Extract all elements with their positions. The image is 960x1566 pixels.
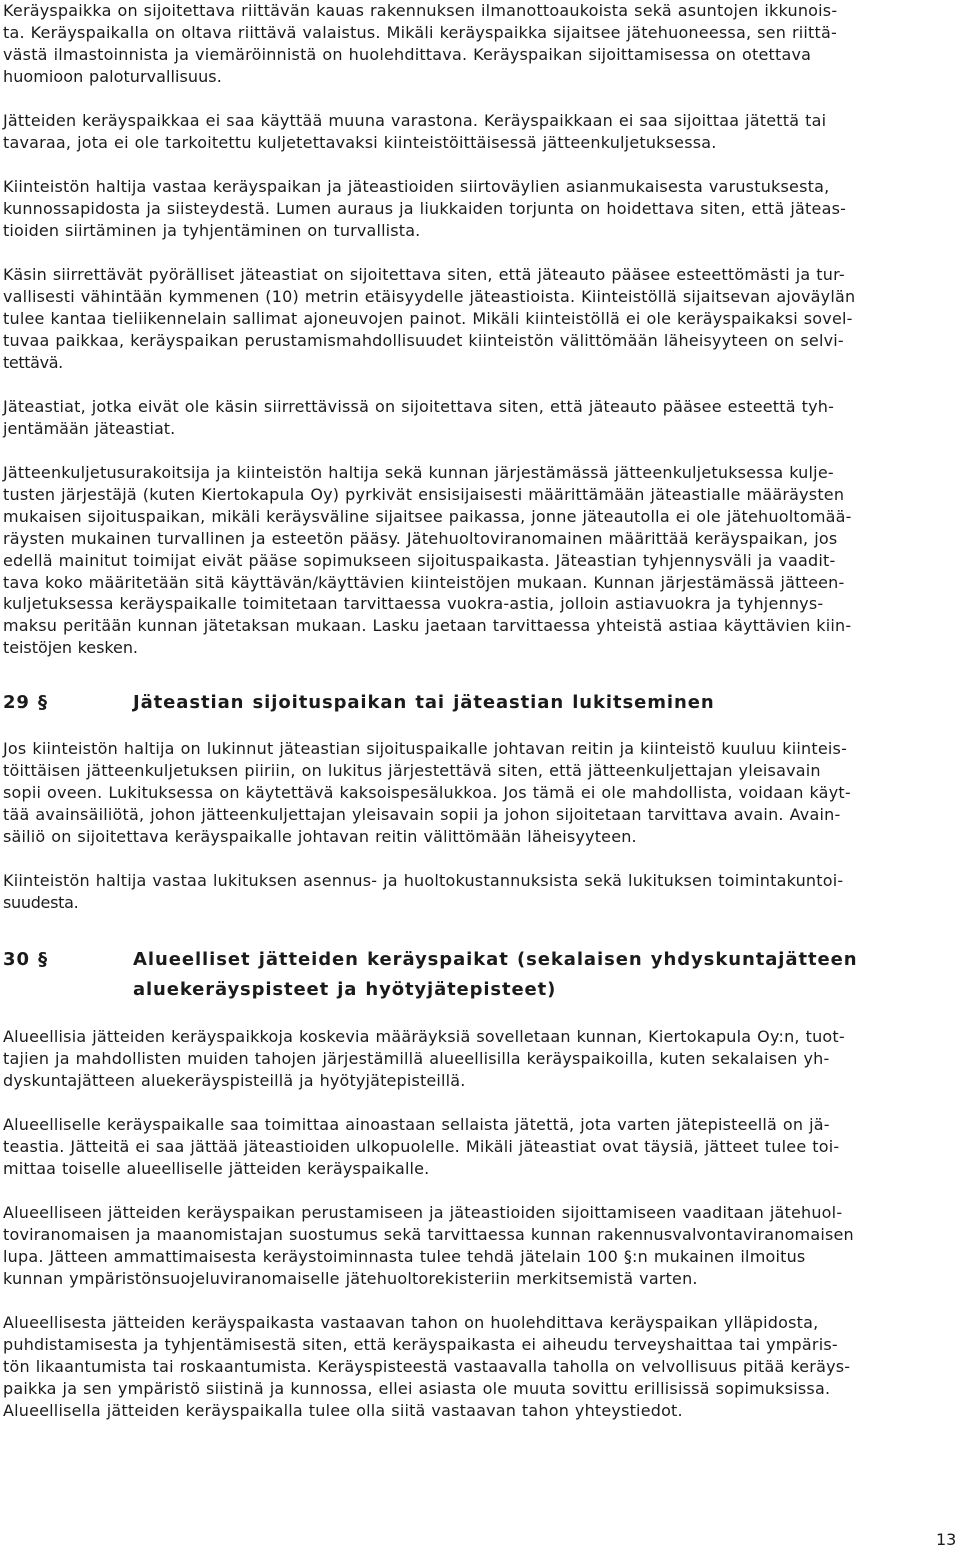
text-line: västä ilmastoinnista ja viemäröinnistä on huolehdittava. Keräyspaikan sijoittamisessa on otettava: [3, 44, 812, 64]
paragraph-lock-costs: [0, 870, 956, 914]
section-number: 30 §: [3, 949, 49, 970]
paragraph: [3, 1026, 956, 1092]
text-line: kunnossapidosta ja siisteydestä. Lumen auraus ja liukkaiden torjunta on hoidettava siten, että jäteas-: [3, 198, 847, 218]
paragraph-regional-points-delivery: [0, 1114, 956, 1180]
paragraph-locking: [0, 738, 956, 848]
paragraph: [3, 1312, 956, 1422]
text-line: tulee kantaa tieliikennelain sallimat ajoneuvojen painot. Mikäli kiinteistöllä ei ole keräyspaikaksi sovel-: [3, 308, 853, 328]
paragraph: [3, 0, 956, 88]
text-line: Kiinteistön haltija vastaa keräyspaikan ja jäteastioiden siirtoväylien asianmukaisesta varustuksesta,: [3, 177, 830, 196]
paragraph: [3, 264, 956, 374]
text-line: Alueellisella jätteiden keräyspaikalla tulee olla siitä vastaavan tahon yhteystiedot.: [3, 1400, 683, 1420]
text-line: tää avainsäiliötä, johon jätteenkuljettajan yleisavain sopii ja johon sijoitetaan tarvittava avain. Avain-: [3, 804, 841, 824]
text-line: Keräyspaikka on sijoitettava riittävän kauas rakennuksen ilmanottoaukoista sekä asuntojen ikkunois-: [3, 1, 838, 20]
text-line: Jos kiinteistön haltija on lukinnut jäteastian sijoituspaikalle johtavan reitin ja kiinteistö kuuluu kiinteis-: [3, 739, 848, 758]
text-line: tajien ja mahdollisten muiden tahojen järjestämillä alueellisilla keräyspaikoilla, kuten sekalaisen yh-: [3, 1048, 830, 1068]
text-line: kuljetuksessa keräyspaikalle toimitetaan tarvittaessa vuokra-astia, jolloin astiavuokra ja tyhjennys-: [3, 594, 824, 614]
paragraph: [3, 462, 956, 659]
paragraph-fixed-containers: [0, 396, 956, 440]
text-line: puhdistamisesta ja tyhjentämisestä siten, että keräyspaikasta ei aiheudu terveyshaittaa tai ympäris-: [3, 1334, 838, 1354]
text-line: toviranomaisen ja maanomistajan suostumus sekä tarvittaessa kunnan rakennusvalvontaviranomaisen: [3, 1224, 854, 1244]
text-line: Alueelliseen jätteiden keräyspaikan perustamiseen ja jäteastioiden sijoittamiseen vaaditaan jätehuol-: [3, 1203, 843, 1222]
text-line: dyskuntajätteen aluekeräyspisteillä ja hyötyjätepisteillä.: [3, 1070, 466, 1090]
text-line: Kiinteistön haltija vastaa lukituksen asennus- ja huoltokustannuksista sekä lukituksen toimintakuntoi-: [3, 871, 844, 890]
text-line: Jätteiden keräyspaikkaa ei saa käyttää muuna varastona. Keräyspaikkaan ei saa sijoittaa jätettä tai: [3, 111, 827, 130]
section-heading: [3, 688, 956, 718]
page-number: 13: [936, 1530, 957, 1549]
paragraph-wheeled-containers: [0, 264, 956, 374]
text-line: räysten mukainen turvallinen ja esteetön pääsy. Jätehuoltoviranomainen määrittää keräyspaikan, jos: [3, 528, 838, 548]
text-line: jentämään jäteastiat.: [3, 418, 176, 438]
paragraph-regional-points-maintenance: [0, 1312, 956, 1422]
text-line: suudesta.: [3, 892, 79, 912]
paragraph: [3, 396, 956, 440]
text-line: Käsin siirrettävät pyörälliset jäteastiat on sijoitettava siten, että jäteauto pääsee esteettömästi ja tur-: [3, 265, 845, 284]
paragraph-regional-points-scope: [0, 1026, 956, 1092]
text-line: Alueellisesta jätteiden keräyspaikasta vastaavan tahon on huolehdittava keräyspaikan ylläpidosta,: [3, 1313, 819, 1332]
section-number: 29 §: [3, 692, 48, 713]
text-line: teistöjen kesken.: [3, 638, 138, 658]
text-line: kunnan ympäristönsuojeluviranomaiselle jätehuoltorekisteriin merkitsemistä varten.: [3, 1268, 698, 1288]
text-line: lupa. Jätteen ammattimaisesta keräystoiminnasta tulee tehdä jätelain 100 §:n mukainen ilmoitus: [3, 1246, 806, 1266]
paragraph: [3, 110, 956, 154]
text-line: tava koko määritetään sitä käyttävän/käyttävien kiinteistöjen mukaan. Kunnan järjestämässä jätteen-: [3, 572, 845, 592]
text-line: tettävä.: [3, 352, 63, 372]
text-line: huomioon paloturvallisuus.: [3, 66, 222, 86]
text-line: sopii oveen. Lukituksessa on käytettävä kaksoispesälukkoa. Jos tämä ei ole mahdollista, voidaan käyt-: [3, 782, 851, 802]
paragraph: [3, 1114, 956, 1180]
heading-line: [3, 688, 956, 718]
text-line: teastia. Jätteitä ei saa jättää jäteastioiden ulkopuolelle. Mikäli jäteastiat ovat täysiä, jätteet tulee toi-: [3, 1136, 840, 1156]
text-line: töittäisen jätteenkuljetuksen piiriin, on lukitus järjestettävä siten, että jätteenkuljettajan yleisavain: [3, 760, 821, 780]
text-line: Alueellisia jätteiden keräyspaikkoja koskevia määräyksiä sovelletaan kunnan, Kiertokapula Oy:n, tuot-: [3, 1027, 845, 1046]
section-title: Jäteastian sijoituspaikan tai jäteastian lukitseminen: [133, 692, 715, 713]
text-line: Alueelliselle keräyspaikalle saa toimittaa ainoastaan sellaista jätettä, jota varten jätepisteellä on jä-: [3, 1115, 830, 1134]
text-line: paikka ja sen ympäristö siistinä ja kunnossa, ellei asiasta ole muuta sovittu erillisissä sopimuksissa.: [3, 1378, 831, 1398]
heading-line: aluekeräyspisteet ja hyötyjätepisteet): [133, 979, 557, 1000]
paragraph: [3, 738, 956, 848]
text-line: edellä mainitut toimijat eivät pääse sopimukseen sijoituspaikasta. Jäteastian tyhjennysväli ja vaadit-: [3, 550, 836, 570]
text-line: tioiden siirtäminen ja tyhjentäminen on turvallista.: [3, 220, 421, 240]
text-line: tuvaa paikkaa, keräyspaikan perustamismahdollisuudet kiinteistön välittömään läheisyyteen on selvi-: [3, 330, 844, 350]
section-heading: [3, 945, 956, 1005]
heading-line: [3, 945, 956, 975]
paragraph-no-storage: [0, 110, 956, 154]
text-line: säiliö on sijoitettava keräyspaikalle johtavan reitin välittömään läheisyyteen.: [3, 826, 637, 846]
paragraph-placement-determination: [0, 462, 956, 659]
text-line: tusten järjestäjä (kuten Kiertokapula Oy) pyrkivät ensisijaisesti määrittämään jäteastialle määräysten: [3, 484, 845, 504]
text-line: ta. Keräyspaikalla on oltava riittävä valaistus. Mikäli keräyspaikka sijaitsee jätehuoneessa, sen riittä-: [3, 22, 837, 42]
paragraph-collection-point-location: [0, 0, 956, 88]
text-line: mittaa toiselle alueelliselle jätteiden keräyspaikalle.: [3, 1158, 430, 1178]
section-heading-29: [0, 688, 956, 718]
paragraph-regional-points-permits: [0, 1202, 956, 1290]
text-line: Jätteenkuljetusurakoitsija ja kiinteistön haltija sekä kunnan järjestämässä jätteenkuljetuksessa kulje-: [3, 463, 834, 482]
text-line: Jäteastiat, jotka eivät ole käsin siirrettävissä on sijoitettava siten, että jäteauto pääsee esteettä tyh-: [3, 397, 835, 416]
text-line: tön likaantumista tai roskaantumista. Keräyspisteestä vastaavalla taholla on velvollisuus pitää keräys-: [3, 1356, 851, 1376]
paragraph: [3, 870, 956, 914]
section-title: Alueelliset jätteiden keräyspaikat (sekalaisen yhdyskuntajätteen: [133, 949, 858, 970]
text-line: tavaraa, jota ei ole tarkoitettu kuljetettavaksi kiinteistöittäisessä jätteenkuljetuksessa.: [3, 132, 717, 152]
text-line: mukaisen sijoituspaikan, mikäli keräysväline sijaitsee paikassa, jonne jäteautolla ei ole jätehuoltomää-: [3, 506, 852, 526]
paragraph: [3, 176, 956, 242]
text-line: maksu peritään kunnan jätetaksan mukaan. Lasku jaetaan tarvittaessa yhteistä astiaa käyttävien kiin-: [3, 616, 852, 636]
text-line: vallisesti vähintään kymmenen (10) metrin etäisyydelle jäteastioista. Kiinteistöllä sijaitsevan ajoväylän: [3, 286, 856, 306]
paragraph-transfer-routes: [0, 176, 956, 242]
section-heading-30: [0, 945, 956, 1005]
paragraph: [3, 1202, 956, 1290]
